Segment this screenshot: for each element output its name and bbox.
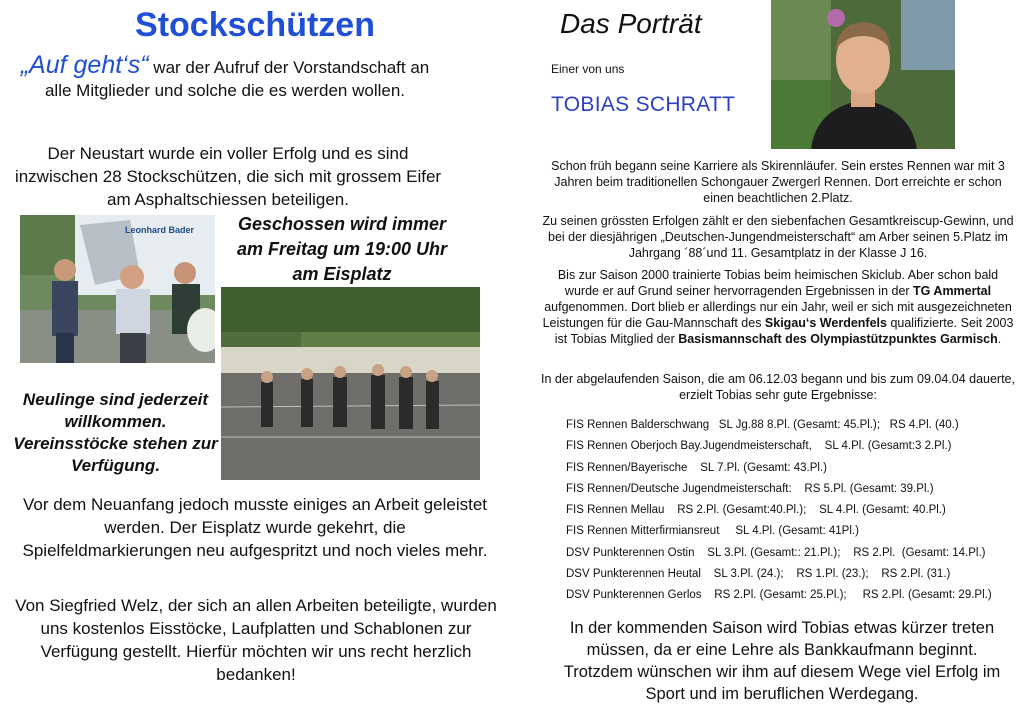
thanks-paragraph: Von Siegfried Welz, der sich an allen Arbeiten beteiligte, wurden uns kostenlos Eisstöcke, Laufplatten und Schablonen zur Verfügung gestellt. Hierfür möchten wir uns recht herzlich bedanken!	[15, 596, 497, 684]
result-item: FIS Rennen Balderschwang SL Jg.88 8.Pl. (Gesamt: 45.Pl.); RS 4.Pl. (40.)	[566, 419, 959, 431]
slogan-highlight: „Auf geht‘s“	[20, 51, 149, 79]
result-item: DSV Punkterennen Heutal SL 3.Pl. (24.); RS 1.Pl. (23.); RS 2.Pl. (31.)	[566, 568, 951, 581]
asphalt-field-photo	[221, 287, 480, 480]
tobias-portrait-photo	[771, 0, 955, 149]
season-paragraph: In der abgelaufenden Saison, die am 06.12.03 begann und bis zum 09.04.04 dauerte, erzielt Tobias sehr gute Ergebnisse:	[541, 372, 1015, 402]
career-start-paragraph: Schon früh begann seine Karriere als Skirennläufer. Sein erstes Rennen war mit 3 Jahren beim traditionellen Schongauer Zwergerl Rennen. Dort erreichte er schon einen beachtlichen 2.Platz.	[551, 159, 1005, 205]
results-list	[566, 415, 1016, 607]
intro-paragraph: Der Neustart wurde ein voller Erfolg und es sind inzwischen 28 Stockschützen, die sich mit grossem Eifer am Asphaltschiessen beteiligen.	[14, 144, 442, 209]
closing-paragraph: In der kommenden Saison wird Tobias etwas kürzer treten müssen, da er eine Lehre als Bankkaufmann beginnt. Trotzdem wünschen wir ihm auf diesem Wege viel Erfolg im Sport und im beruflichen Werdegang.	[563, 619, 1001, 703]
person-name: TOBIAS SCHRATT	[551, 93, 736, 116]
slogan-text: war der Aufruf der Vorstandschaft an alle Mitglieder und solche die es werden wollen.	[44, 58, 430, 100]
stockschuetzen-title: Stockschützen	[135, 6, 375, 44]
photo-sign-text: Leonhard Bader	[125, 225, 195, 235]
training-paragraph	[540, 267, 1016, 347]
portrait-title: Das Porträt	[560, 8, 702, 39]
club-olympiastuetzpunkt: Basismannschaft des Olympiastützpunktes Garmisch	[678, 332, 998, 346]
result-item: DSV Punkterennen Gerlos RS 2.Pl. (Gesamt: 25.Pl.); RS 2.Pl. (Gesamt: 29.Pl.)	[566, 589, 992, 602]
result-item: FIS Rennen Oberjoch Bay.Jugendmeisterschaft, SL 4.Pl. (Gesamt:3 2.Pl.)	[566, 440, 952, 453]
result-item: FIS Rennen/Bayerische SL 7.Pl. (Gesamt: 43.Pl.)	[566, 461, 827, 474]
training-text-3: qualifizierte. Seit 2003 ist Tobias Mitglied der	[554, 316, 1014, 346]
training-text-1: Bis zur Saison 2000 trainierte Tobias beim heimischen Skiclub. Aber schon bald wurde er auf Grund seiner hervorragenden Ergebnissen in der	[557, 268, 999, 298]
result-item: DSV Punkterennen Ostin SL 3.Pl. (Gesamt:: 21.Pl.); RS 2.Pl. (Gesamt: 14.Pl.)	[566, 546, 986, 559]
stockschuetzen-group-photo	[20, 215, 215, 363]
schedule-note: Geschossen wird immer am Freitag um 19:00 Uhr am Eisplatz	[236, 214, 448, 284]
training-text-4: .	[997, 332, 1002, 346]
portrait-subtitle: Einer von uns	[551, 62, 625, 76]
achievements-paragraph: Zu seinen grössten Erfolgen zählt er den siebenfachen Gesamtkreiscup-Gewinn, und bei der diesjährigen „Deutschen-Jungendmeisterschaft“ am Arber seinen 5.Platz im Jahrgang ´88´und 11. Gesamtplatz in der Klasse J 16.	[542, 214, 1014, 260]
result-item: FIS Rennen Mitterfirmiansreut SL 4.Pl. (Gesamt: 41Pl.)	[566, 525, 859, 538]
result-item: FIS Rennen/Deutsche Jugendmeisterschaft: RS 5.Pl. (Gesamt: 39.Pl.)	[566, 482, 934, 495]
training-text-2: aufgenommen. Dort blieb er allerdings nur ein Jahr, weil er sich mit ausgezeichneten Leistungen für die Gau-Mannschaft des	[542, 300, 1012, 330]
club-tg-ammertal: TG Ammertal	[913, 284, 992, 298]
slogan-paragraph	[10, 51, 440, 102]
result-item: FIS Rennen Mellau RS 2.Pl. (Gesamt:40.Pl.); SL 4.Pl. (Gesamt: 40.Pl.)	[566, 504, 946, 517]
preparation-paragraph: Vor dem Neuanfang jedoch musste einiges an Arbeit geleistet werden. Der Eisplatz wurde gekehrt, die Spielfeldmarkierungen neu aufgespritzt und noch vieles mehr.	[22, 495, 488, 560]
newcomers-note: Neulinge sind jederzeit willkommen. Vereinsstöcke stehen zur Verfügung.	[13, 390, 218, 475]
club-skigau-werdenfels: Skigau‘s Werdenfels	[764, 316, 887, 330]
